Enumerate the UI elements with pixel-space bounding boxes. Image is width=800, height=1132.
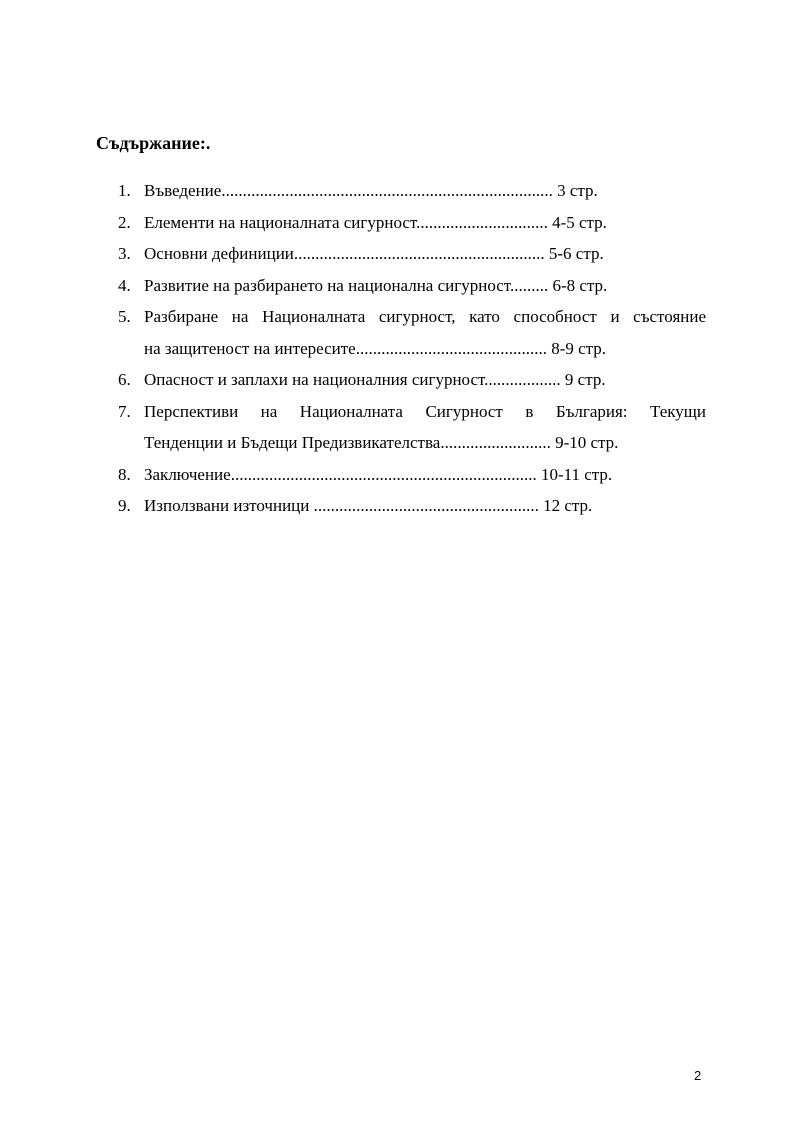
toc-item-number: 8.: [118, 464, 131, 484]
toc-item-text-continued: на защитеност на интересите............................................. 8-9 стр.: [144, 338, 607, 358]
toc-item-9: [118, 490, 706, 522]
toc-item-number: 4.: [118, 275, 131, 295]
toc-item-6: [118, 364, 706, 396]
toc-item-8: [118, 459, 706, 491]
toc-item-number: 9.: [118, 496, 131, 515]
toc-item-text: Перспективи на Националната Сигурност в България: Текущи: [144, 401, 706, 421]
toc-item-3: [118, 238, 706, 270]
toc-item-text: Заключение........................................................................ 10-11 стр.: [144, 464, 613, 484]
toc-item-number: 1.: [118, 181, 131, 200]
toc-item-text: Опасност и заплахи на националния сигурност.................. 9 стр.: [144, 370, 606, 389]
toc-title: Съдържание:.: [96, 133, 211, 153]
toc-item-1: [118, 175, 706, 207]
toc-item-text: Развитие на разбирането на национална сигурност......... 6-8 стр.: [144, 275, 608, 295]
toc-item-text: Използвани източници ..................................................... 12 стр.: [144, 496, 593, 515]
toc-item-number: 3.: [118, 244, 131, 263]
toc-item-text: Основни дефиниции........................................................... 5-6 стр.: [144, 244, 604, 263]
toc-item-number: 5.: [118, 307, 131, 326]
toc-item-text: Въведение.............................................................................. 3 стр.: [144, 181, 598, 200]
toc-item-number: 7.: [118, 401, 131, 421]
toc-item-number: 2.: [118, 212, 131, 232]
toc-item-2: [118, 207, 706, 239]
toc-item-7: [118, 396, 706, 459]
toc-item-number: 6.: [118, 370, 131, 389]
toc-item-text-continued: Тенденции и Бъдещи Предизвикателства.......................... 9-10 стр.: [144, 433, 619, 452]
table-of-contents: [118, 175, 706, 522]
toc-item-5: [118, 301, 706, 364]
toc-item-4: [118, 270, 706, 302]
page-number: 2: [694, 1068, 702, 1083]
toc-item-text: Разбиране на Националната сигурност, като способност и състояние: [144, 307, 706, 326]
toc-item-text: Елементи на националната сигурност............................... 4-5 стр.: [144, 212, 607, 232]
